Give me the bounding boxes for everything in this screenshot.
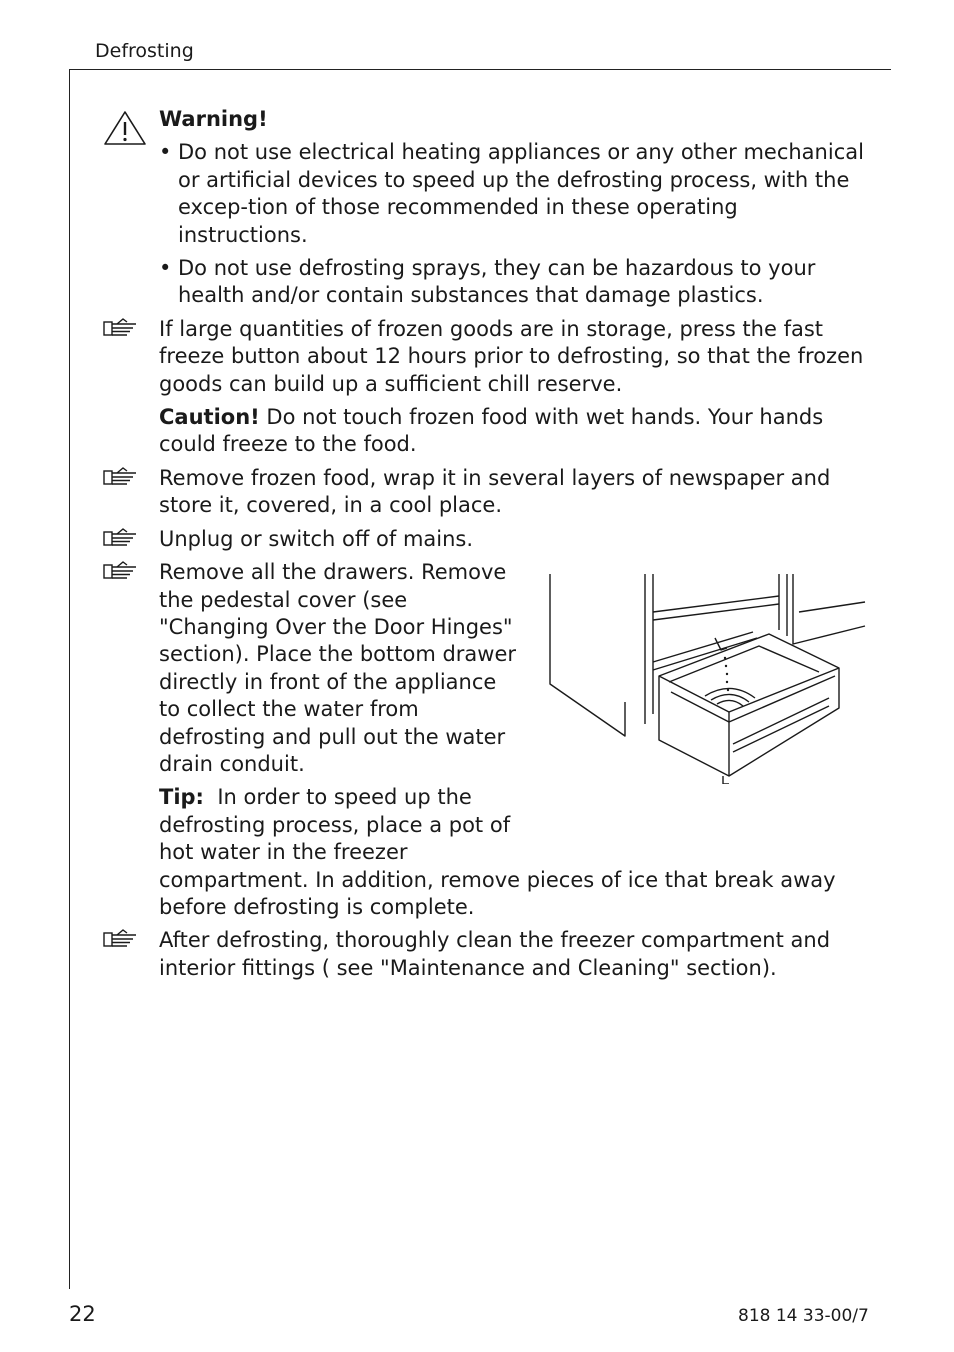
caution-note — [159, 404, 864, 459]
pointing-hand-icon — [103, 929, 139, 949]
tip-line: defrosting process, place a pot of — [159, 812, 511, 837]
pointing-hand-icon — [103, 528, 139, 548]
caution-label: Caution! — [159, 405, 260, 430]
page-number: 22 — [69, 1302, 96, 1326]
caution-text: Do not touch frozen food with wet hands. Your hands could freeze to the food. — [159, 405, 824, 457]
step-text: Unplug or switch off of mains. — [159, 526, 474, 551]
warning-triangle-icon — [103, 110, 147, 146]
warning-bullet-text: Do not use electrical heating appliances or any other mechanical or artificial devices to speed up the defrosting process, with the excep-tion of those recommended in these operating instructions. — [178, 140, 864, 247]
tip-line: hot water in the freezer — [159, 840, 408, 865]
step-text: Remove frozen food, wrap it in several layers of newspaper and store it, covered, in a cool place. — [159, 465, 831, 518]
tip-note — [159, 784, 864, 921]
tip-continuation: compartment. In addition, remove pieces of ice that break away before defrosting is complete. — [159, 867, 836, 919]
warning-bullet-text: Do not use defrosting sprays, they can be hazardous to your health and/or contain substances that damage plastics. — [178, 256, 816, 308]
page-content — [159, 106, 864, 982]
pointing-hand-icon — [103, 318, 139, 338]
bullet-dot: • — [159, 140, 172, 165]
step-text: After defrosting, thoroughly clean the freezer compartment and interior fittings ( see "Maintenance and Cleaning" section). — [159, 928, 831, 980]
step-text: If large quantities of frozen goods are in storage, press the fast freeze button about 12 hours prior to defrosting, so that the frozen goods can build up a sufficient chill reserve. — [159, 316, 864, 396]
defrost-drawer-illustration — [547, 572, 867, 784]
document-number: 818 14 33-00/7 — [738, 1306, 869, 1326]
step-unplug — [159, 526, 864, 553]
step-clean — [159, 927, 864, 982]
warning-bullet — [159, 139, 864, 249]
step-remove-food — [159, 465, 864, 520]
section-header: Defrosting — [95, 40, 194, 62]
tip-line-text: In order to speed up the — [217, 785, 472, 810]
step-fast-freeze — [159, 316, 864, 398]
header-rule — [69, 69, 891, 70]
warning-bullet — [159, 255, 864, 310]
tip-line — [159, 784, 864, 811]
margin-rule — [69, 69, 70, 1289]
warning-title: Warning! — [159, 107, 268, 131]
pointing-hand-icon — [103, 467, 139, 487]
pointing-hand-icon — [103, 561, 139, 581]
bullet-dot: • — [159, 256, 172, 281]
warning-block — [159, 106, 864, 310]
step-text: Remove all the drawers. Remove the pedestal cover (see "Changing Over the Door Hinges" section). Place the bottom drawer directly in front of the appliance to collect the water from defrosting and pull out the water drain conduit. — [159, 560, 517, 776]
tip-label: Tip: — [159, 785, 204, 810]
